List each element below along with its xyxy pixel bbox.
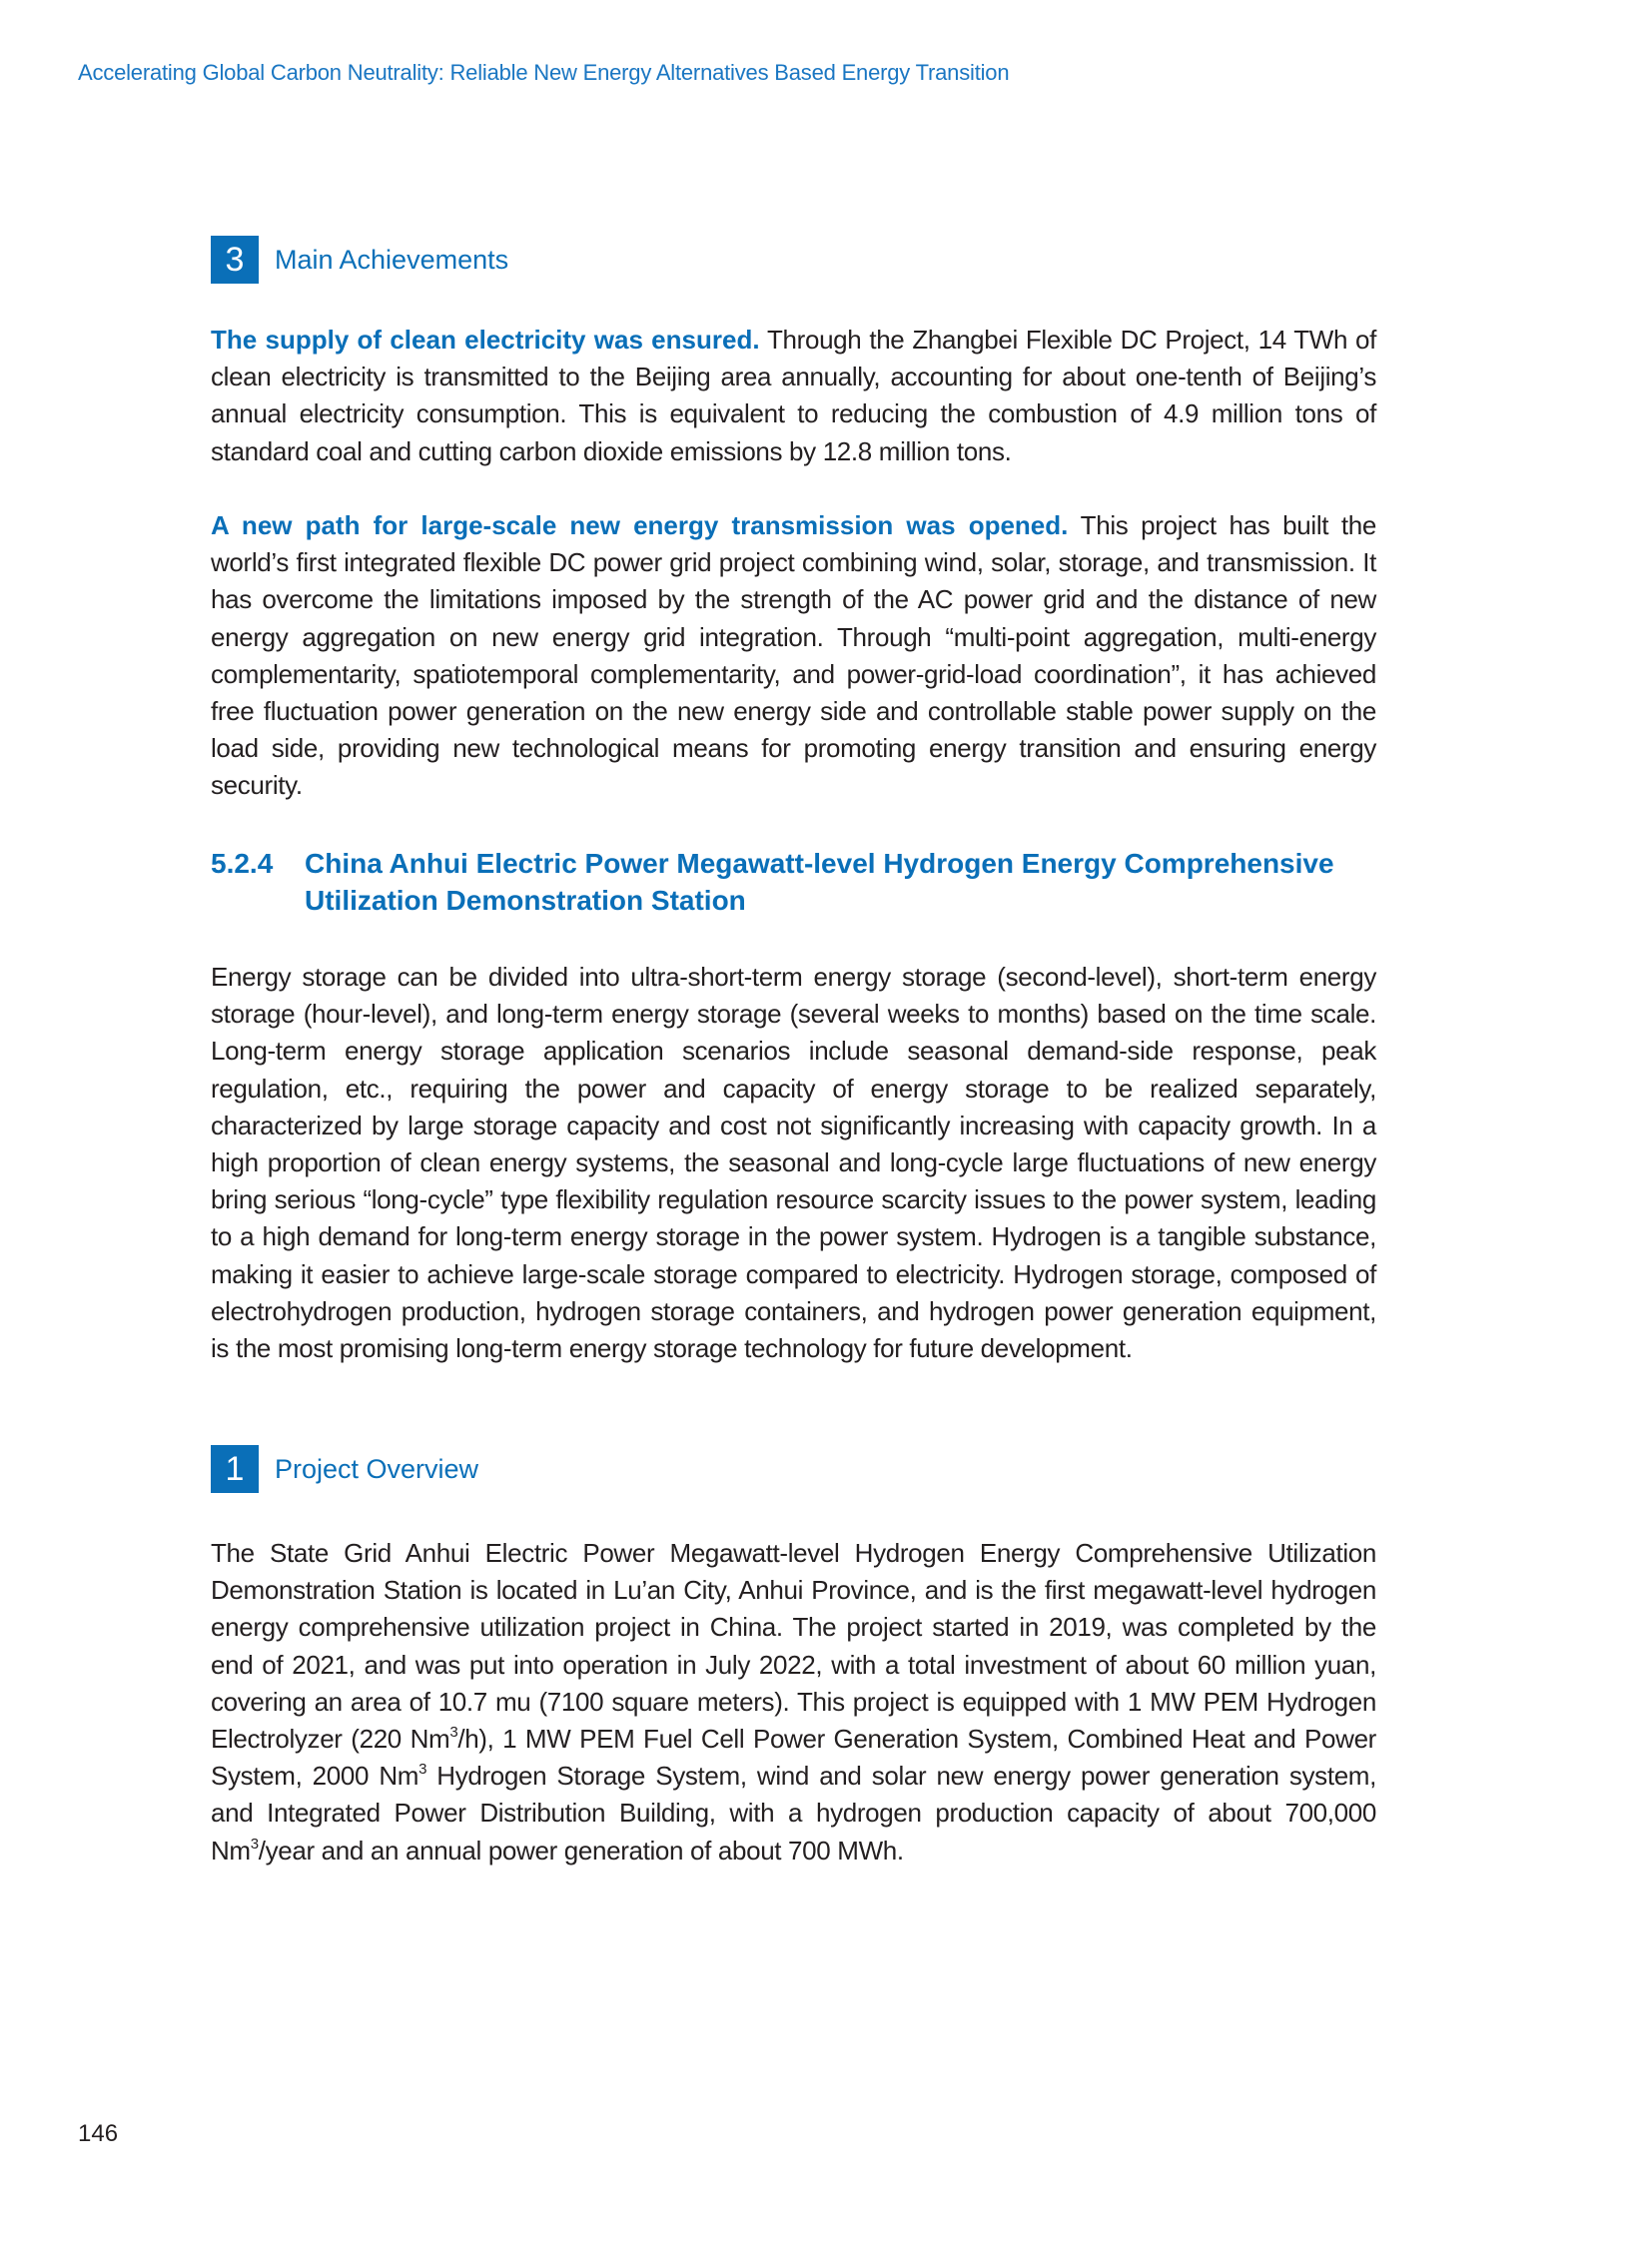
page-number: 146 [78,2120,119,2147]
paragraph-new-path [211,507,1376,805]
paragraph-clean-electricity [211,322,1376,470]
text-segment: The State Grid Anhui Electric Power Megawatt-level Hydrogen Energy Comprehensive Utilization Demonstration Station is located in Lu’an City, Anhui Province, and is the first megawatt-level hydrogen energy comprehensive utilization project in China. The project started in 2019, was completed by the end of 2021, and was put into operation in July 2022, with a total investment of about 60 million yuan, covering an area of 10.7 mu (7100 square meters). This project is equipped with 1 MW PEM Hydrogen Electrolyzer (220 Nm [211,1538,1376,1755]
running-header: Accelerating Global Carbon Neutrality: Reliable New Energy Alternatives Based Energy Transition [78,60,1010,85]
section-title: Main Achievements [275,244,509,275]
paragraph-project-overview [211,1535,1376,1869]
section-number-badge: 3 [211,236,259,284]
paragraph-lead: The supply of clean electricity was ensured. [211,325,760,355]
section-heading-project-overview [211,1445,478,1493]
superscript: 3 [418,1761,427,1779]
text-segment: Hydrogen Storage System, wind and solar new energy power generation system, and Integrated Power Distribution Building, with a hydrogen production capacity of about 700,000 Nm [211,1761,1376,1866]
superscript: 3 [449,1724,458,1742]
paragraph-energy-storage: Energy storage can be divided into ultra-short-term energy storage (second-level), short-term energy storage (hour-level), and long-term energy storage (several weeks to months) based on the time scale. Long-term energy storage application scenarios include seasonal demand-side response, peak regulation, etc., requiring the power and capacity of energy storage to be realized separately, characterized by large storage capacity and cost not significantly increasing with capacity growth. In a high proportion of clean energy systems, the seasonal and long-cycle large fluctuations of new energy bring serious “long-cycle” type flexibility regulation resource scarcity issues to the power system, leading to a high demand for long-term energy storage in the power system. Hydrogen is a tangible substance, making it easier to achieve large-scale storage compared to electricity. Hydrogen storage, composed of electrohydrogen production, hydrogen storage containers, and hydrogen power generation equipment, is the most promising long-term energy storage technology for future development. [211,962,1376,1364]
paragraph-lead: A new path for large-scale new energy transmission was opened. [211,510,1069,540]
section-number-badge: 1 [211,1445,259,1493]
subsection-heading [211,845,1376,919]
subsection-title: China Anhui Electric Power Megawatt-level Hydrogen Energy Comprehensive Utilization Demonstration Station [305,848,1334,916]
text-segment: /h), 1 MW PEM Fuel Cell Power Generation System, Combined Heat and Power System, 2000 Nm [211,1724,1376,1792]
paragraph-body: Through the Zhangbei Flexible DC Project, 14 TWh of clean electricity is transmitted to the Beijing area annually, accounting for about one-tenth of Beijing’s annual electricity consumption. This is equivalent to reducing the combustion of 4.9 million tons of standard coal and cutting carbon dioxide emissions by 12.8 million tons. [211,325,1376,466]
text-segment: /year and an annual power generation of about 700 MWh. [258,1835,904,1866]
superscript: 3 [250,1835,259,1853]
section-title: Project Overview [275,1453,479,1484]
section-heading-main-achievements [211,236,508,284]
subsection-number: 5.2.4 [211,848,274,879]
paragraph-body: This project has built the world’s first integrated flexible DC power grid project combining wind, solar, storage, and transmission. It has overcome the limitations imposed by the strength of the AC power grid and the distance of new energy aggregation on new energy grid integration. Through “multi-point aggregation, multi-energy complementarity, spatiotemporal complementarity, and power-grid-load coordination”, it has achieved free fluctuation power generation on the new energy side and controllable stable power supply on the load side, providing new technological means for promoting energy transition and ensuring energy security. [211,510,1376,801]
